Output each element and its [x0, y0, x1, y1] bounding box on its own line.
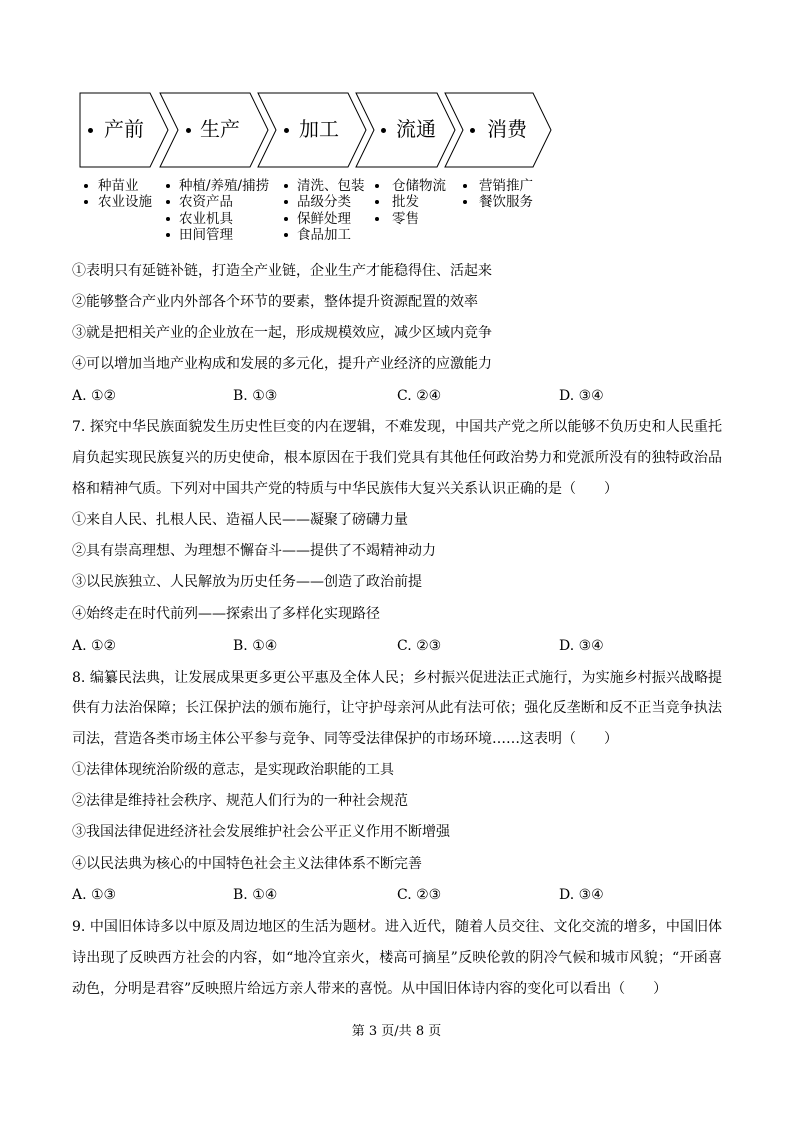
list-bullet-dot: [284, 184, 288, 188]
q8-statement-4: ④以民法典为核心的中国特色社会主义法律体系不断完善: [72, 856, 422, 872]
q6-option-d: D. ③④: [559, 388, 604, 404]
q6-option-c: C. ②④: [397, 388, 442, 404]
list-bullet-dot: [375, 200, 379, 204]
q8-statement-1: ①法律体现统治阶级的意志，是实现政治职能的工具: [72, 762, 394, 778]
stage-item: 营销推广: [479, 178, 533, 194]
stage-item: 清洗、包装: [297, 178, 365, 194]
q9-stem-line-3: 动色，分明是君容”反映照片给远方亲人带来的喜悦。从中国旧体诗内容的变化可以看出（ ）: [72, 981, 668, 997]
q7-option-b: B. ①④: [233, 638, 278, 654]
q7-stem-line-1: 7. 探究中华民族面貌发生历史性巨变的内在逻辑，不难发现，中国共产党之所以能够不负历史和人民重托: [72, 419, 722, 435]
list-bullet-dot: [284, 233, 288, 237]
q7-option-d: D. ③④: [559, 638, 604, 654]
q7-statement-3: ③以民族独立、人民解放为历史任务——创造了政治前提: [72, 574, 422, 590]
q9-stem-line-1: 9. 中国旧体诗多以中原及周边地区的生活为题材。进入近代，随着人员交往、文化交流的增多，中国旧体: [72, 919, 722, 935]
q8-option-b: B. ①④: [233, 887, 278, 903]
list-bullet-dot: [463, 184, 467, 188]
list-bullet-dot: [463, 200, 467, 204]
list-bullet-dot: [166, 217, 170, 221]
q8-option-d: D. ③④: [559, 887, 604, 903]
stage-bullet-dot: [88, 128, 93, 133]
stage-item: 农业机具: [179, 211, 233, 227]
stage-label-processing: 加工: [299, 117, 339, 141]
q7-stem-line-3: 格和精神气质。下列对中国共产党的特质与中华民族伟大复兴关系认识正确的是（ ）: [72, 481, 618, 497]
stage-item: 田间管理: [179, 227, 233, 243]
stage-label-consumption: 消费: [487, 117, 527, 141]
list-bullet-dot: [84, 200, 88, 204]
q6-statement-4: ④可以增加当地产业构成和发展的多元化，提升产业经济的应激能力: [72, 356, 492, 372]
list-bullet-dot: [84, 184, 88, 188]
q8-option-c: C. ②③: [397, 887, 442, 903]
stage-label-production: 生产: [200, 117, 240, 141]
stage-item: 食品加工: [297, 227, 351, 243]
q8-statement-2: ②法律是维持社会秩序、规范人们行为的一种社会规范: [72, 793, 408, 809]
q7-option-c: C. ②③: [397, 638, 442, 654]
q6-statement-3: ③就是把相关产业的企业放在一起，形成规模效应，减少区域内竞争: [72, 325, 492, 341]
q6-option-a: A. ①②: [72, 388, 117, 404]
q8-stem-line-2: 供有力法治保障；长江保护法的颁布施行，让守护母亲河从此有法可依；强化反垄断和反不正当竞争执法: [72, 700, 722, 716]
list-bullet-dot: [284, 200, 288, 204]
stage-item: 餐饮服务: [479, 194, 533, 210]
q7-statement-2: ②具有崇高理想、为理想不懈奋斗——提供了不竭精神动力: [72, 543, 436, 559]
stage-item: 农资产品: [179, 194, 233, 210]
stage-item: 仓储物流: [392, 178, 446, 194]
stage-item: 种植/养殖/捕捞: [179, 178, 270, 194]
page-footer: 第 3 页/共 8 页: [351, 1024, 442, 1039]
list-bullet-dot: [166, 233, 170, 237]
stage-bullet-dot: [381, 128, 386, 133]
q7-statement-1: ①来自人民、扎根人民、造福人民——凝聚了磅礴力量: [72, 512, 408, 528]
q6-statement-2: ②能够整合产业内外部各个环节的要素，整体提升资源配置的效率: [72, 294, 478, 310]
q7-statement-4: ④始终走在时代前列——探索出了多样化实现路径: [72, 606, 380, 622]
list-bullet-dot: [375, 217, 379, 221]
q6-statement-1: ①表明只有延链补链，打造全产业链，企业生产才能稳得住、活起来: [72, 263, 492, 279]
q8-option-a: A. ①③: [72, 887, 117, 903]
q8-stem-line-1: 8. 编纂民法典，让发展成果更多更公平惠及全体人民；乡村振兴促进法正式施行，为实施乡村振兴战略提: [72, 670, 722, 686]
stage-item: 保鲜处理: [297, 211, 351, 227]
stage-item: 品级分类: [297, 194, 351, 210]
list-bullet-dot: [375, 184, 379, 188]
stage-item: 种苗业: [98, 178, 139, 194]
q7-option-a: A. ①②: [72, 638, 117, 654]
stage-bullet-dot: [470, 128, 475, 133]
q8-statement-3: ③我国法律促进经济社会发展维护社会公平正义作用不断增强: [72, 824, 450, 840]
stage-bullet-dot: [284, 128, 289, 133]
list-bullet-dot: [166, 184, 170, 188]
q6-option-b: B. ①③: [233, 388, 278, 404]
stage-label-pre-production: 产前: [104, 117, 144, 141]
stage-item: 零售: [392, 211, 419, 227]
list-bullet-dot: [166, 200, 170, 204]
stage-item: 农业设施: [98, 194, 152, 210]
stage-bullet-dot: [186, 128, 191, 133]
q9-stem-line-2: 诗出现了反映西方社会的内容，如“地冷宜亲火，楼高可摘星”反映伦敦的阴冷气候和城市风貌；“开函喜: [72, 950, 722, 966]
list-bullet-dot: [284, 217, 288, 221]
q7-stem-line-2: 肩负起实现民族复兴的历史使命，根本原因在于我们党具有其他任何政治势力和党派所没有的独特政治品: [72, 450, 722, 466]
stage-label-circulation: 流通: [396, 117, 436, 141]
stage-item: 批发: [392, 194, 419, 210]
q8-stem-line-3: 司法，营造各类市场主体公平参与竞争、同等受法律保护的市场环境……这表明（ ）: [72, 731, 618, 747]
